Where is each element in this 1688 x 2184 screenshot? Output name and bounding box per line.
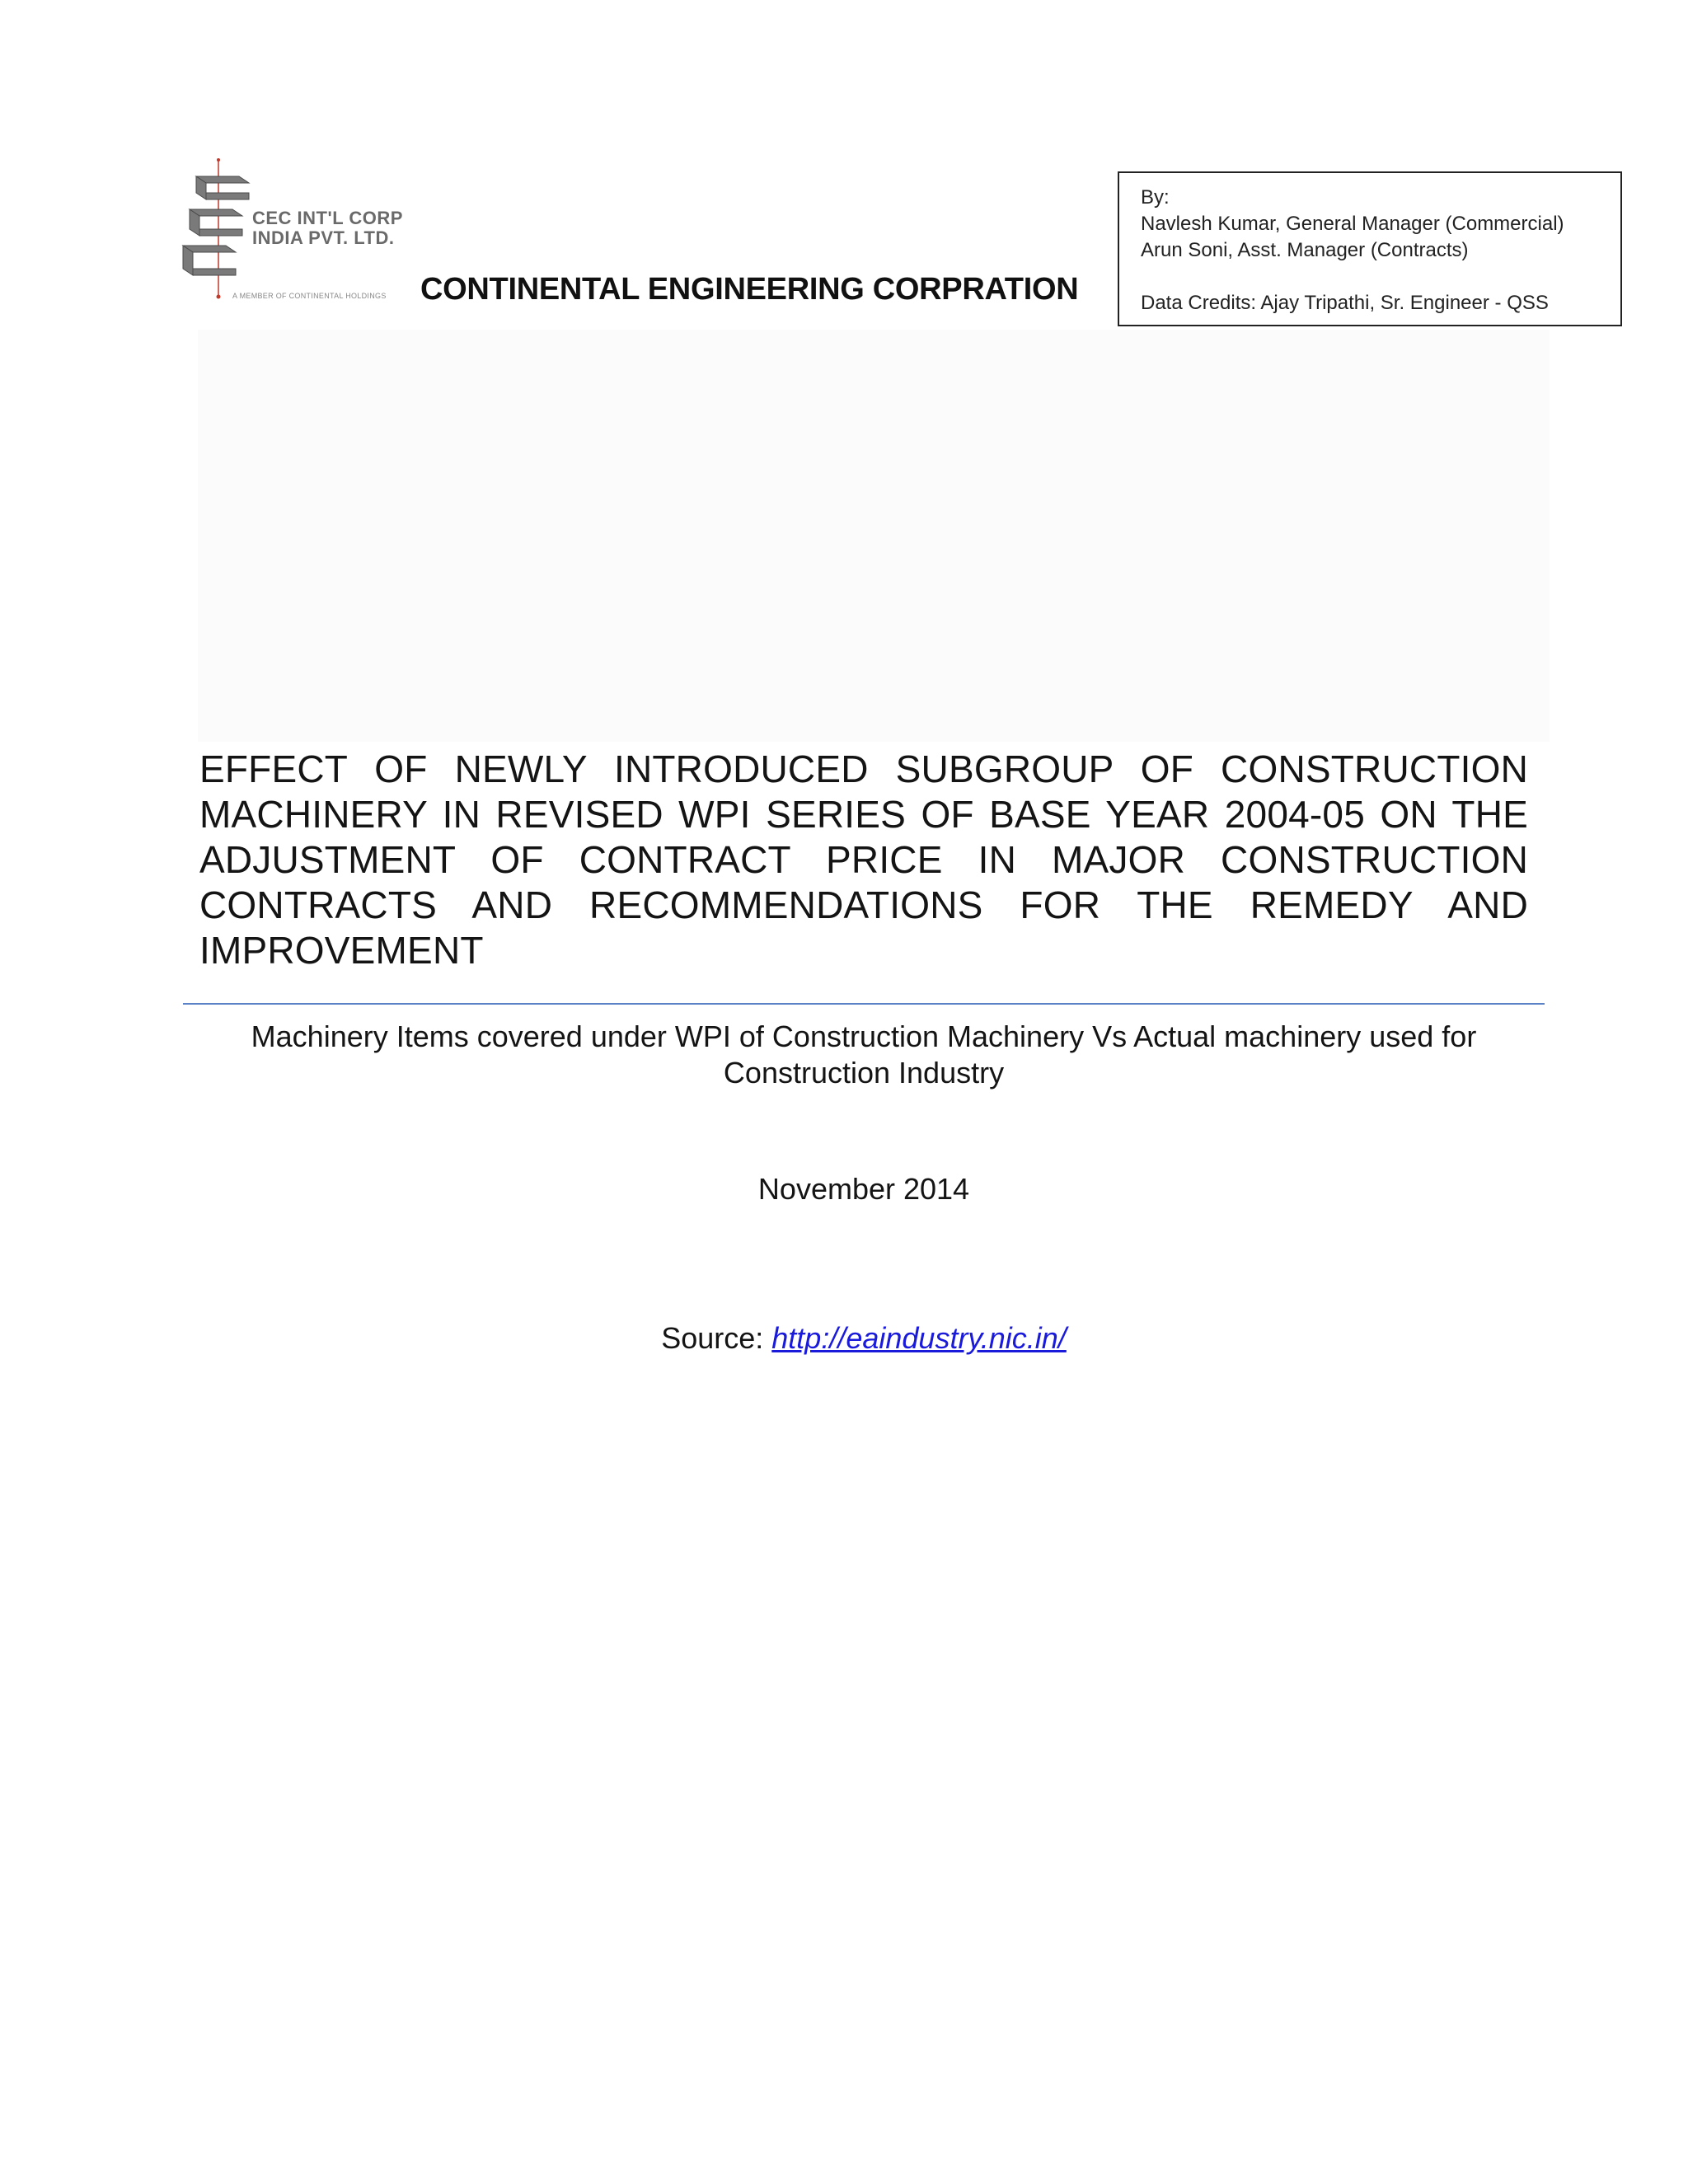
author-line-1: Navlesh Kumar, General Manager (Commercial) <box>1141 213 1564 235</box>
logo-name-line1: CEC INT'L CORP <box>252 208 403 228</box>
page-background <box>198 330 1550 742</box>
company-logo <box>181 157 420 305</box>
data-credits: Data Credits: Ajay Tripathi, Sr. Engineer - QSS <box>1141 292 1549 314</box>
logo-tagline: A MEMBER OF CONTINENTAL HOLDINGS <box>232 292 387 300</box>
logo-name-line2: INDIA PVT. LTD. <box>252 227 395 248</box>
source-link[interactable]: http://eaindustry.nic.in/ <box>771 1321 1067 1355</box>
source-line <box>199 1321 1528 1356</box>
subtitle-line-1: Machinery Items covered under WPI of Construction Machinery Vs Actual machinery used for <box>251 1019 1477 1053</box>
author-box <box>1118 171 1622 326</box>
source-label: Source: <box>661 1321 764 1355</box>
by-label: By: <box>1141 186 1170 209</box>
author-line-2: Arun Soni, Asst. Manager (Contracts) <box>1141 239 1469 261</box>
document-title: EFFECT OF NEWLY INTRODUCED SUBGROUP OF CONSTRUCTION MACHINERY IN REVISED WPI SERIES OF BASE YEAR 2004-05 ON THE ADJUSTMENT OF CONTRACT PRICE IN MAJOR CONSTRUCTION CONTRACTS AND RECOMMENDATIONS FOR THE REMEDY AND IMPROVEMENT <box>199 748 1528 972</box>
title-divider <box>183 1003 1545 1005</box>
subtitle-line-2: Construction Industry <box>723 1056 1005 1090</box>
document-subtitle <box>199 1019 1528 1091</box>
document-date: November 2014 <box>757 1172 970 1206</box>
company-name: CONTINENTAL ENGINEERING CORPRATION <box>420 272 1079 307</box>
cec-logo-icon <box>181 157 256 305</box>
